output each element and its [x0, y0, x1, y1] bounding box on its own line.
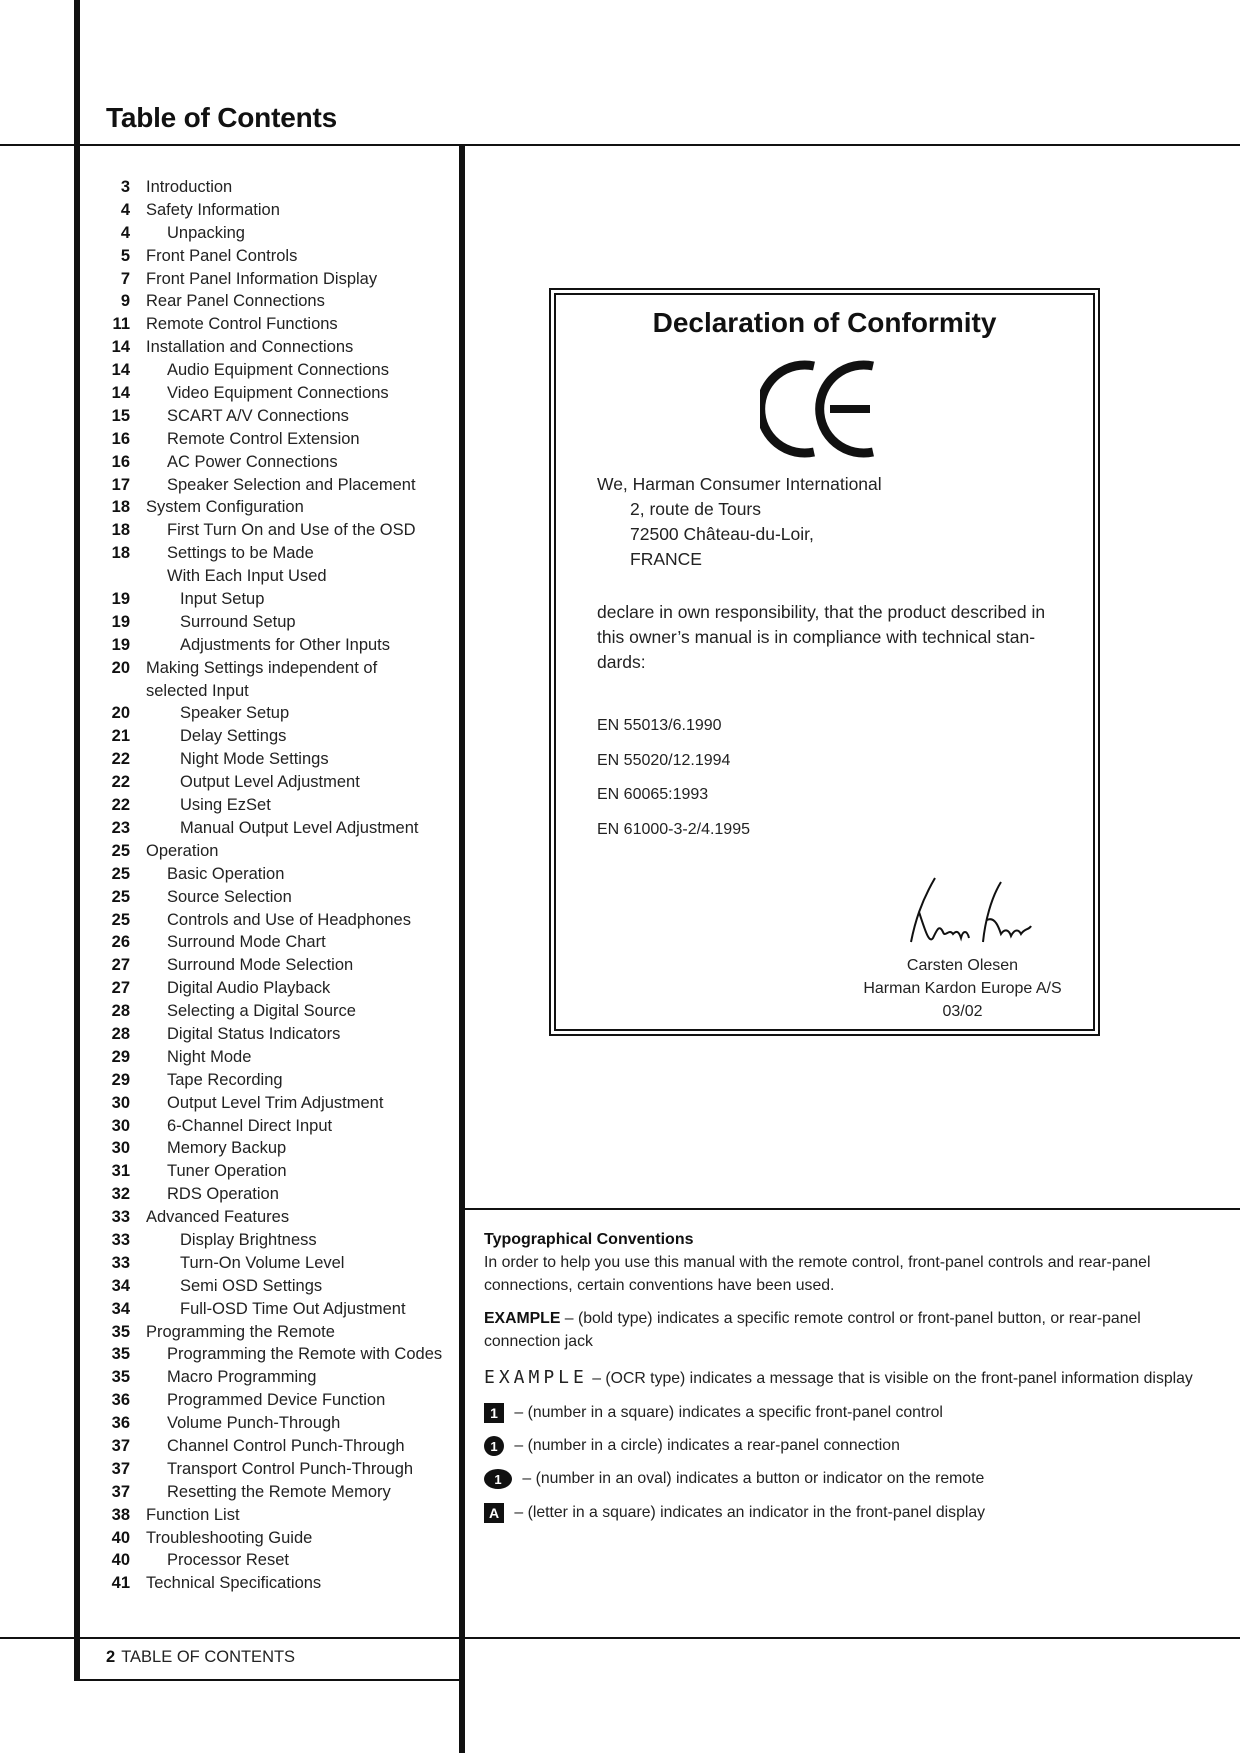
number-square-icon: [484, 1403, 504, 1423]
toc-page-number: 28: [111, 1002, 130, 1021]
toc-page-number: 29: [111, 1070, 130, 1089]
toc-entry: [96, 634, 456, 657]
toc-page-number: 14: [111, 361, 130, 380]
toc-label: Adjustments for Other Inputs: [180, 635, 391, 654]
toc-label: Remote Control Extension: [167, 429, 360, 448]
toc-entry: [96, 268, 456, 291]
toc-page-number: 30: [111, 1116, 130, 1135]
toc-page-number: 33: [111, 1230, 130, 1249]
toc-page-number: 37: [111, 1459, 130, 1478]
toc-page-number: 22: [111, 773, 130, 792]
toc-page-number: 41: [111, 1574, 130, 1593]
toc-entry: [96, 771, 456, 794]
toc-label: Advanced Features: [146, 1208, 290, 1227]
toc-label: Controls and Use of Headphones: [167, 910, 411, 929]
toc-label: Source Selection: [167, 887, 292, 906]
toc-label: System Configuration: [146, 498, 304, 517]
number-oval-icon: [484, 1469, 512, 1489]
toc-page-number: 33: [111, 1253, 130, 1272]
toc-entry: [96, 657, 456, 680]
toc-label: AC Power Connections: [167, 452, 338, 471]
toc-page-number: 4: [120, 223, 130, 242]
toc-label: Output Level Trim Adjustment: [167, 1093, 384, 1112]
number-circle-icon: [484, 1436, 504, 1456]
toc-label: Output Level Adjustment: [180, 773, 360, 792]
toc-page-number: 23: [111, 818, 130, 837]
toc-page-number: 18: [111, 521, 130, 540]
convention-oval: 1 – (number in an oval) indicates a button or indicator on the remote: [484, 1467, 984, 1490]
page-footer: [106, 1648, 295, 1667]
toc-label: Operation: [146, 841, 219, 860]
toc-entry: [96, 1275, 456, 1298]
toc-page-number: 5: [120, 246, 130, 265]
toc-label: Resetting the Remote Memory: [167, 1482, 391, 1501]
toc-label: Audio Equipment Connections: [167, 361, 389, 380]
signer-name: Carsten Olesen: [906, 957, 1019, 974]
svg-text:1: 1: [490, 1438, 498, 1454]
toc-entry: [96, 817, 456, 840]
toc-entry: [96, 1115, 456, 1138]
toc-entry: [96, 405, 456, 428]
toc-page-number: 22: [111, 796, 130, 815]
toc-page-number: 15: [111, 406, 130, 425]
toc-entry: [96, 1069, 456, 1092]
toc-label: Front Panel Information Display: [146, 269, 378, 288]
toc-entry: [96, 222, 456, 245]
toc-page-number: 32: [111, 1185, 130, 1204]
toc-entry: [96, 313, 456, 336]
conventions-intro: In order to help you use this manual with the remote control, front-panel controls and rear-panel connections, certain conventions have been used.: [484, 1254, 1151, 1294]
toc-label: Function List: [146, 1505, 240, 1524]
toc-label: Turn-On Volume Level: [180, 1253, 345, 1272]
toc-label: With Each Input Used: [167, 567, 327, 586]
toc-page-number: 20: [111, 658, 130, 677]
toc-page-number: 20: [111, 704, 130, 723]
toc-entry: [96, 1298, 456, 1321]
toc-label: Surround Mode Selection: [167, 956, 354, 975]
toc-entry: [96, 725, 456, 748]
toc-label: Programmed Device Function: [167, 1391, 386, 1410]
toc-page-number: 19: [111, 612, 130, 631]
toc-page-number: 36: [111, 1391, 130, 1410]
toc-entry: [96, 1252, 456, 1275]
convention-ocr: EXAMPLE – (OCR type) indicates a message that is visible on the front-panel information display: [484, 1367, 1193, 1388]
standard-item: EN 55020/12.1994: [597, 752, 731, 769]
toc-entry: [96, 496, 456, 519]
toc-entry: [96, 1206, 456, 1229]
page-number: 2: [106, 1648, 116, 1666]
toc-label: Front Panel Controls: [146, 246, 298, 265]
address-line: FRANCE: [630, 549, 702, 569]
toc-entry: [96, 336, 456, 359]
toc-page-number: 35: [111, 1345, 130, 1364]
header-rule: [0, 144, 1240, 146]
page-title: Table of Contents: [106, 102, 337, 133]
toc-entry: [96, 451, 456, 474]
toc-label: Memory Backup: [167, 1139, 287, 1158]
toc-page-number: 37: [111, 1482, 130, 1501]
toc-entry: [96, 1389, 456, 1412]
toc-label: Programming the Remote with Codes: [167, 1345, 443, 1364]
toc-label: Surround Mode Chart: [167, 933, 326, 952]
toc-label: Tuner Operation: [167, 1162, 287, 1181]
toc-entry: [96, 1527, 456, 1550]
toc-entry: [96, 977, 456, 1000]
toc-entry: [96, 290, 456, 313]
toc-entry: [96, 931, 456, 954]
toc-page-number: 25: [111, 864, 130, 883]
toc-entry: [96, 1572, 456, 1595]
declaration-title: Declaration of Conformity: [652, 307, 997, 338]
toc-label: Night Mode Settings: [180, 750, 329, 769]
toc-label: First Turn On and Use of the OSD: [167, 521, 416, 540]
toc-page-number: 11: [112, 315, 130, 334]
toc-entry: [96, 565, 456, 588]
toc-label: Full-OSD Time Out Adjustment: [180, 1299, 406, 1318]
toc-entry: [96, 1549, 456, 1572]
toc-label: Night Mode: [167, 1047, 252, 1066]
toc-entry: [96, 1160, 456, 1183]
toc-entry: [96, 176, 456, 199]
toc-page-number: 22: [111, 750, 130, 769]
toc-entry: [96, 1504, 456, 1527]
toc-label: Making Settings independent of: [146, 658, 378, 677]
toc-label: Settings to be Made: [167, 544, 314, 563]
toc-entry: [96, 1229, 456, 1252]
toc-page-number: 37: [111, 1436, 130, 1455]
conventions-rule: [465, 1208, 1240, 1210]
standard-item: EN 55013/6.1990: [597, 717, 722, 734]
toc-label: Basic Operation: [167, 864, 285, 883]
letter-square-icon: [484, 1503, 504, 1523]
toc-entry: [96, 519, 456, 542]
toc-entry: [96, 245, 456, 268]
toc-page-number: 25: [111, 887, 130, 906]
toc-label: Technical Specifications: [146, 1574, 322, 1593]
toc-label: Input Setup: [180, 590, 265, 609]
toc-page-number: 30: [111, 1093, 130, 1112]
toc-page-number: 19: [111, 590, 130, 609]
toc-entry: [96, 748, 456, 771]
toc-page-number: 14: [111, 384, 130, 403]
convention-letter: A – (letter in a square) indicates an indicator in the front-panel display: [484, 1501, 985, 1524]
toc-label: Unpacking: [167, 223, 245, 242]
toc-entry: [96, 611, 456, 634]
toc-page-number: 14: [111, 338, 130, 357]
toc-entry: [96, 428, 456, 451]
address-line: 2, route de Tours: [630, 499, 762, 519]
toc-label: Speaker Selection and Placement: [167, 475, 416, 494]
toc-page-number: 25: [111, 910, 130, 929]
toc-entry: [96, 1435, 456, 1458]
toc-page-number: 7: [120, 269, 130, 288]
toc-entry: [96, 542, 456, 565]
toc-label: Video Equipment Connections: [167, 384, 389, 403]
toc-label: Channel Control Punch-Through: [167, 1436, 405, 1455]
toc-label: Programming the Remote: [146, 1322, 335, 1341]
toc-page-number: 28: [111, 1024, 130, 1043]
toc-entry: [96, 1137, 456, 1160]
toc-page-number: 38: [111, 1505, 130, 1524]
toc-label: Rear Panel Connections: [146, 292, 325, 311]
toc-label: Processor Reset: [167, 1551, 289, 1570]
toc-page-number: 19: [111, 635, 130, 654]
toc-label: Introduction: [146, 178, 233, 196]
conventions-title: Typographical Conventions: [484, 1231, 694, 1248]
toc-entry: [96, 680, 456, 703]
signer-date: 03/02: [942, 1003, 983, 1020]
toc-label: Remote Control Functions: [146, 315, 338, 334]
toc-entry: [96, 794, 456, 817]
svg-text:A: A: [488, 1504, 500, 1521]
toc-entry: [96, 1481, 456, 1504]
toc-label: Speaker Setup: [180, 704, 290, 723]
toc-entry: [96, 382, 456, 405]
toc-label: SCART A/V Connections: [167, 406, 349, 425]
toc-entry: [96, 359, 456, 382]
toc-label: Volume Punch-Through: [167, 1414, 341, 1433]
center-column-rule: [459, 146, 465, 1753]
standard-item: EN 61000-3-2/4.1995: [597, 821, 750, 838]
toc-page-number: 31: [111, 1162, 130, 1181]
toc-entry: [96, 1023, 456, 1046]
toc-page-number: 3: [120, 178, 130, 196]
toc-entry: [96, 199, 456, 222]
toc-page-number: 36: [111, 1414, 130, 1433]
toc-page-number: 16: [111, 429, 130, 448]
declaration-statement: declare in own responsibility, that the product described in this owner’s manual is in compliance with technical stan-dards:: [597, 602, 1046, 672]
toc-entry: [96, 1321, 456, 1344]
toc-entry: [96, 886, 456, 909]
toc-entry: [96, 840, 456, 863]
ocr-example: EXAMPLE: [484, 1367, 588, 1388]
toc-page-number: 25: [111, 841, 130, 860]
toc-page-number: 34: [111, 1276, 130, 1295]
toc-page-number: 33: [111, 1208, 130, 1227]
toc-page-number: 21: [111, 727, 130, 746]
toc-label: Using EzSet: [180, 796, 271, 815]
toc-label: Troubleshooting Guide: [146, 1528, 313, 1547]
signature: [905, 872, 1035, 952]
toc-entry: [96, 474, 456, 497]
toc-entry: [96, 1183, 456, 1206]
toc-entry: [96, 1366, 456, 1389]
ce-mark-icon: [760, 358, 880, 460]
left-margin-rule: [74, 0, 80, 1681]
toc-label: Installation and Connections: [146, 338, 354, 357]
toc-label: Semi OSD Settings: [180, 1276, 323, 1295]
toc-label: 6-Channel Direct Input: [167, 1116, 333, 1135]
toc-label: Display Brightness: [180, 1230, 317, 1249]
toc-page-number: 30: [111, 1139, 130, 1158]
toc-label: Selecting a Digital Source: [167, 1002, 356, 1021]
signer-company: Harman Kardon Europe A/S: [863, 980, 1062, 997]
toc-entry: [96, 1343, 456, 1366]
toc-entry: [96, 863, 456, 886]
toc-page-number: 35: [111, 1368, 130, 1387]
toc-page-number: 26: [111, 933, 130, 952]
toc-label: Macro Programming: [167, 1368, 317, 1387]
toc-page-number: 40: [111, 1551, 130, 1570]
address-line: 72500 Château-du-Loir,: [630, 524, 814, 544]
toc-page-number: 17: [111, 475, 130, 494]
toc-entry: [96, 909, 456, 932]
toc-label: Surround Setup: [180, 612, 296, 631]
toc-label: Digital Status Indicators: [167, 1024, 341, 1043]
toc-label: selected Input: [146, 681, 249, 700]
toc-page-number: 16: [111, 452, 130, 471]
conventions-section: [484, 1228, 1204, 1297]
toc-page-number: 27: [111, 956, 130, 975]
toc-page-number: 18: [111, 498, 130, 517]
convention-bold: EXAMPLE – (bold type) indicates a specific remote control or front-panel button, or rear-panel connection jack: [484, 1310, 1141, 1350]
footer-top-rule: [0, 1637, 1240, 1639]
svg-text:1: 1: [494, 1471, 502, 1487]
toc-page-number: 40: [111, 1528, 130, 1547]
toc-page-number: 34: [111, 1299, 130, 1318]
toc-entry: [96, 1412, 456, 1435]
standard-item: EN 60065:1993: [597, 786, 709, 803]
toc-entry: [96, 1092, 456, 1115]
toc-label: Transport Control Punch-Through: [167, 1459, 414, 1478]
toc-page-number: 4: [120, 200, 130, 219]
toc-entry: [96, 954, 456, 977]
toc-label: Tape Recording: [167, 1070, 283, 1089]
toc-label: Manual Output Level Adjustment: [180, 818, 419, 837]
toc-page-number: 27: [111, 979, 130, 998]
table-of-contents: [96, 176, 456, 1595]
toc-label: RDS Operation: [167, 1185, 279, 1204]
convention-square: 1 – (number in a square) indicates a specific front-panel control: [484, 1401, 943, 1424]
toc-label: Safety Information: [146, 200, 280, 219]
toc-entry: [96, 1458, 456, 1481]
footer-bottom-rule: [74, 1679, 465, 1681]
toc-page-number: 35: [111, 1322, 130, 1341]
bold-example: EXAMPLE: [484, 1310, 561, 1327]
toc-label: Digital Audio Playback: [167, 979, 331, 998]
convention-circle: 1 – (number in a circle) indicates a rear-panel connection: [484, 1434, 900, 1457]
toc-entry: [96, 702, 456, 725]
toc-page-number: 9: [120, 292, 130, 311]
svg-text:1: 1: [490, 1404, 498, 1421]
toc-page-number: 18: [111, 544, 130, 563]
toc-entry: [96, 588, 456, 611]
toc-entry: [96, 1000, 456, 1023]
footer-label: TABLE OF CONTENTS: [121, 1648, 296, 1666]
declaration-intro: We, Harman Consumer International: [597, 474, 882, 494]
toc-entry: [96, 1046, 456, 1069]
toc-label: Delay Settings: [180, 727, 287, 746]
toc-page-number: 29: [111, 1047, 130, 1066]
